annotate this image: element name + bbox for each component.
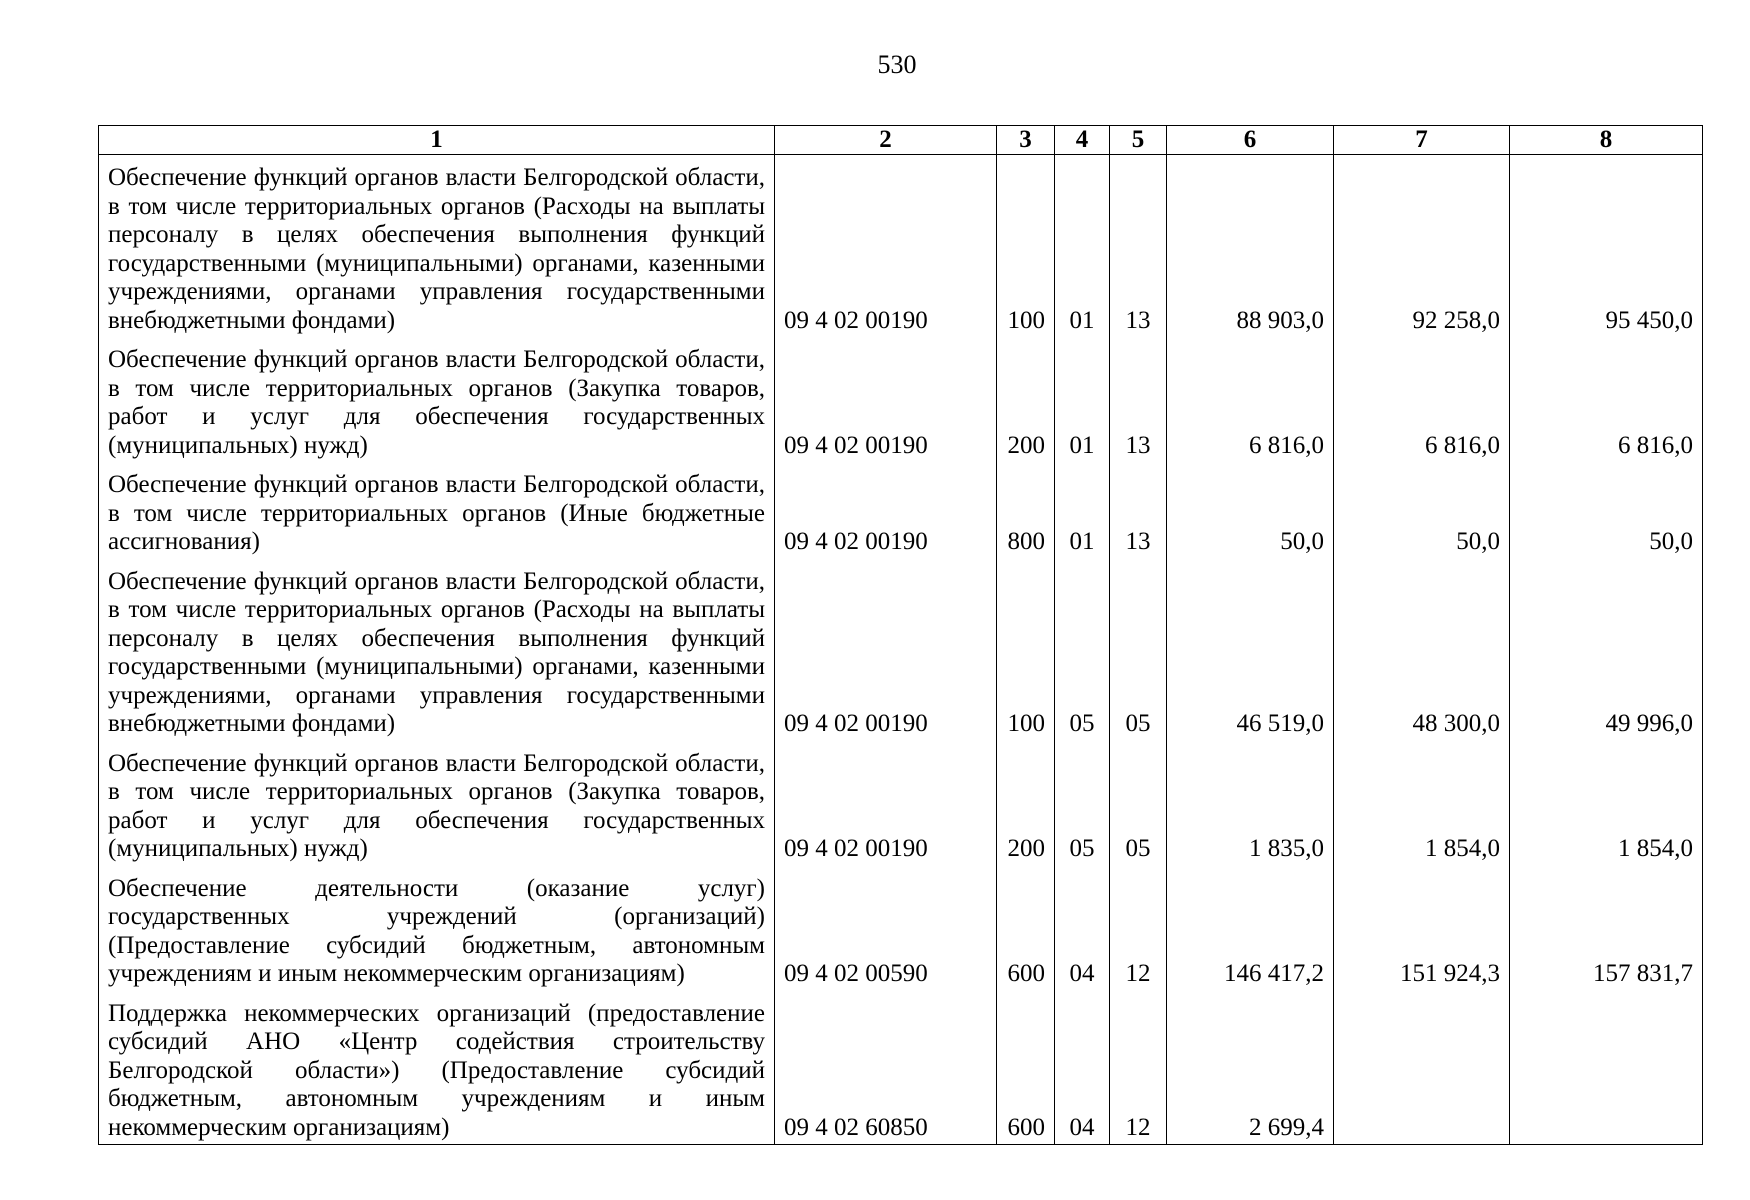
row-section: 04 [1055, 866, 1110, 991]
table-row [99, 866, 1703, 991]
row-section: 01 [1055, 462, 1110, 559]
row-value-8: 50,0 [1510, 462, 1703, 559]
row-name: Обеспечение функций органов власти Белгородской области, в том числе территориальных органов (Закупка товаров, работ и услуг для обеспечения государственных (муниципальных) нужд) [99, 337, 775, 462]
row-code: 09 4 02 00190 [775, 155, 997, 338]
row-section: 05 [1055, 741, 1110, 866]
row-value-7: 1 854,0 [1334, 741, 1510, 866]
row-value-6: 146 417,2 [1167, 866, 1334, 991]
row-value-7: 92 258,0 [1334, 155, 1510, 338]
row-code: 09 4 02 60850 [775, 991, 997, 1145]
row-code: 09 4 02 00190 [775, 559, 997, 741]
header-cell-3: 3 [997, 126, 1055, 155]
row-value-7: 151 924,3 [1334, 866, 1510, 991]
row-value-7 [1334, 991, 1510, 1145]
header-cell-1: 1 [99, 126, 775, 155]
row-name: Обеспечение функций органов власти Белгородской области, в том числе территориальных органов (Расходы на выплаты персоналу в целях обеспечения выполнения функций государственными (муниципальными) органами, казенными учреждениями, органами управления государственными внебюджетными фондами) [99, 559, 775, 741]
row-name: Обеспечение функций органов власти Белгородской области, в том числе территориальных органов (Иные бюджетные ассигнования) [99, 462, 775, 559]
row-subsection: 12 [1110, 866, 1167, 991]
row-expense-type: 800 [997, 462, 1055, 559]
page-number: 530 [877, 50, 917, 79]
row-value-6: 6 816,0 [1167, 337, 1334, 462]
row-value-8: 6 816,0 [1510, 337, 1703, 462]
header-cell-2: 2 [775, 126, 997, 155]
row-expense-type: 200 [997, 337, 1055, 462]
table-row [99, 741, 1703, 866]
row-expense-type: 600 [997, 866, 1055, 991]
row-value-8: 49 996,0 [1510, 559, 1703, 741]
table-row [99, 991, 1703, 1145]
row-value-8: 1 854,0 [1510, 741, 1703, 866]
row-value-7: 48 300,0 [1334, 559, 1510, 741]
header-row [99, 126, 1703, 155]
row-subsection: 12 [1110, 991, 1167, 1145]
row-section: 01 [1055, 155, 1110, 338]
row-value-8: 157 831,7 [1510, 866, 1703, 991]
row-value-7: 50,0 [1334, 462, 1510, 559]
row-subsection: 13 [1110, 462, 1167, 559]
row-value-6: 2 699,4 [1167, 991, 1334, 1145]
row-subsection: 13 [1110, 337, 1167, 462]
row-value-6: 1 835,0 [1167, 741, 1334, 866]
header-cell-5: 5 [1110, 126, 1167, 155]
row-expense-type: 100 [997, 559, 1055, 741]
header-cell-8: 8 [1510, 126, 1703, 155]
row-subsection: 05 [1110, 741, 1167, 866]
row-code: 09 4 02 00190 [775, 337, 997, 462]
row-section: 04 [1055, 991, 1110, 1145]
table-row [99, 155, 1703, 338]
row-expense-type: 600 [997, 991, 1055, 1145]
row-subsection: 05 [1110, 559, 1167, 741]
row-expense-type: 100 [997, 155, 1055, 338]
row-code: 09 4 02 00190 [775, 741, 997, 866]
row-name: Обеспечение функций органов власти Белгородской области, в том числе территориальных органов (Закупка товаров, работ и услуг для обеспечения государственных (муниципальных) нужд) [99, 741, 775, 866]
row-name: Обеспечение деятельности (оказание услуг) государственных учреждений (организаций) (Предоставление субсидий бюджетным, автономным учреждениям и иным некоммерческим организациям) [99, 866, 775, 991]
row-name: Поддержка некоммерческих организаций (предоставление субсидий АНО «Центр содействия строительству Белгородской области») (Предоставление субсидий бюджетным, автономным учреждениям и иным некоммерческим организациям) [99, 991, 775, 1145]
row-section: 05 [1055, 559, 1110, 741]
row-code: 09 4 02 00190 [775, 462, 997, 559]
budget-table [98, 125, 1703, 1145]
row-expense-type: 200 [997, 741, 1055, 866]
header-cell-4: 4 [1055, 126, 1110, 155]
row-value-8: 95 450,0 [1510, 155, 1703, 338]
table-row [99, 559, 1703, 741]
header-cell-6: 6 [1167, 126, 1334, 155]
header-cell-7: 7 [1334, 126, 1510, 155]
table-row [99, 462, 1703, 559]
row-value-6: 88 903,0 [1167, 155, 1334, 338]
row-section: 01 [1055, 337, 1110, 462]
row-value-6: 46 519,0 [1167, 559, 1334, 741]
row-value-8 [1510, 991, 1703, 1145]
row-value-6: 50,0 [1167, 462, 1334, 559]
row-subsection: 13 [1110, 155, 1167, 338]
table-row [99, 337, 1703, 462]
row-name: Обеспечение функций органов власти Белгородской области, в том числе территориальных органов (Расходы на выплаты персоналу в целях обеспечения выполнения функций государственными (муниципальными) органами, казенными учреждениями, органами управления государственными внебюджетными фондами) [99, 155, 775, 338]
row-code: 09 4 02 00590 [775, 866, 997, 991]
row-value-7: 6 816,0 [1334, 337, 1510, 462]
